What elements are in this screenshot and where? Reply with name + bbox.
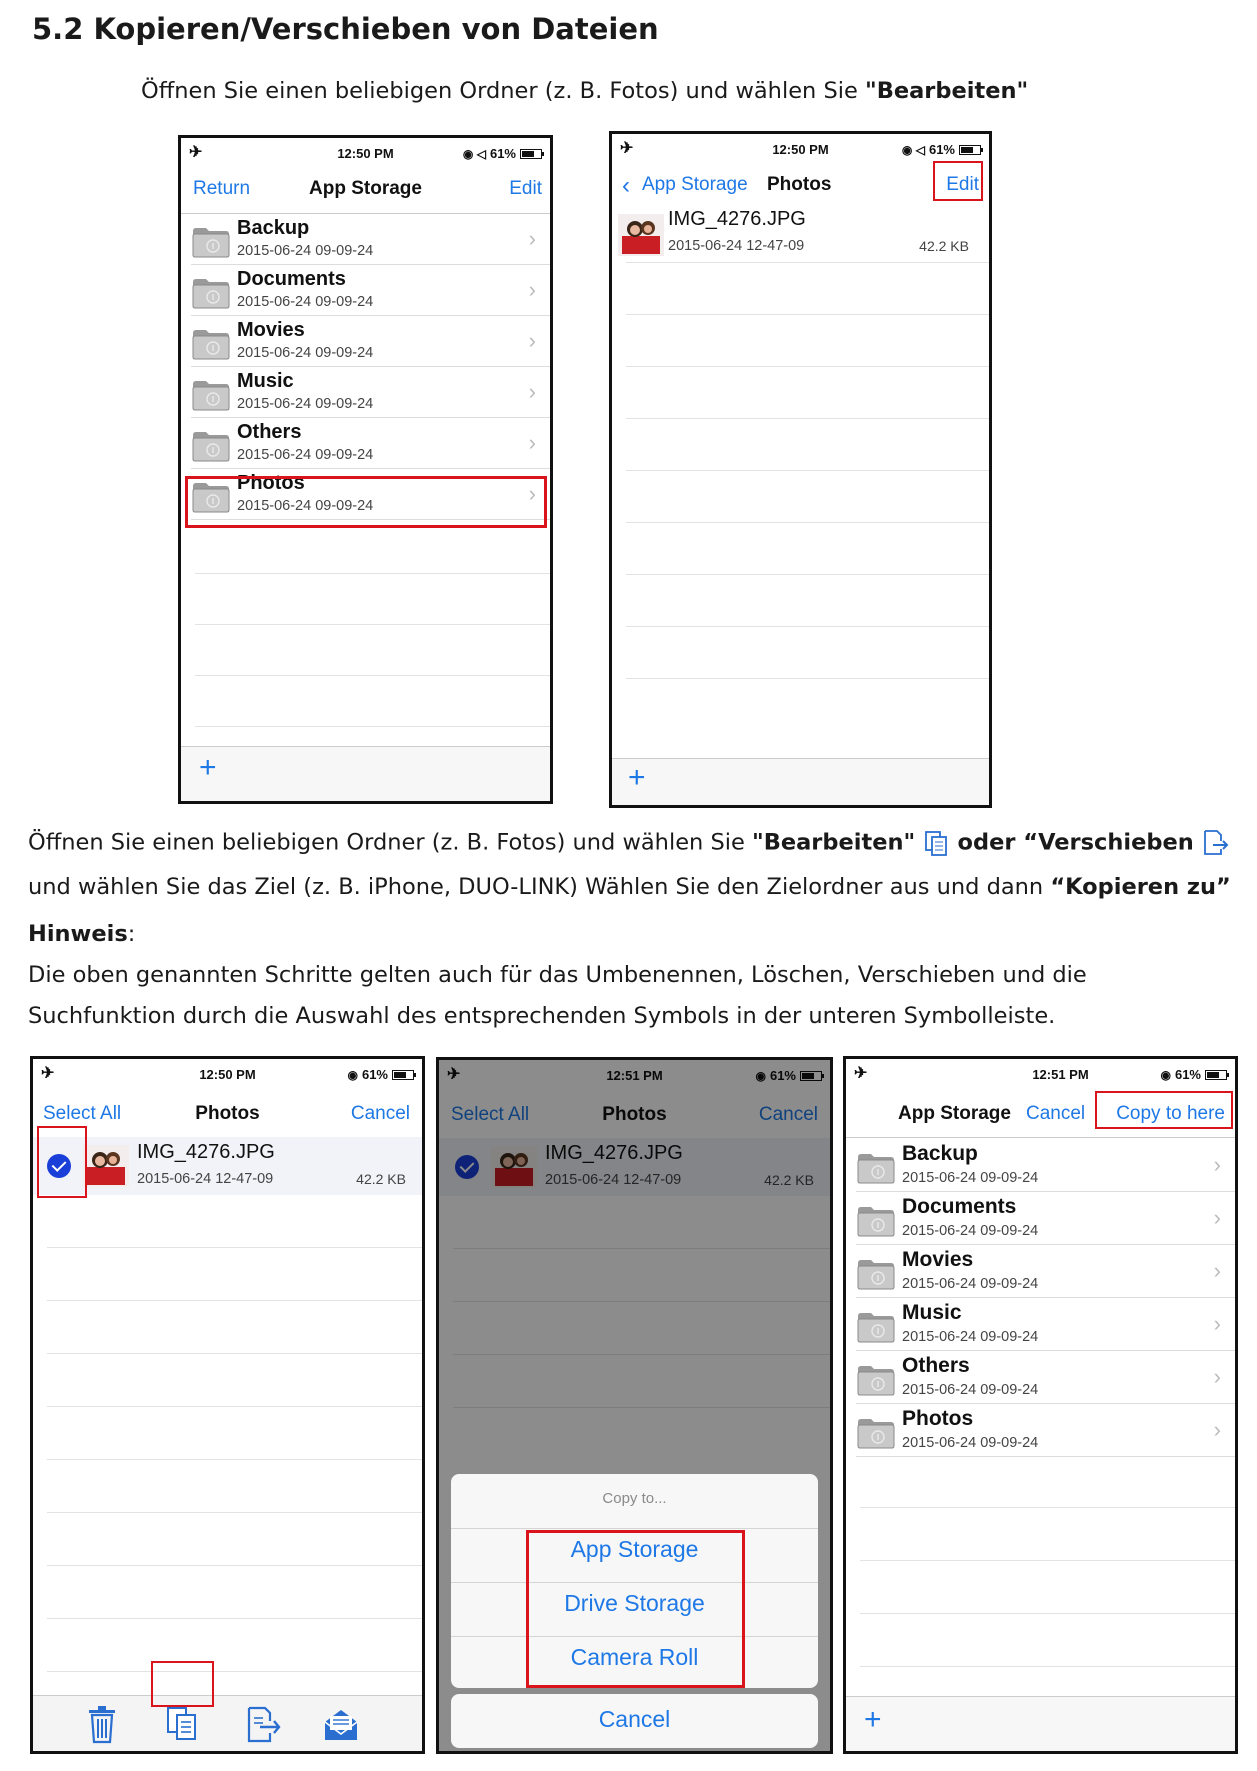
chevron-right-icon: › xyxy=(1213,1152,1221,1177)
airplane-icon: ✈ xyxy=(189,144,203,161)
folder-row-movies[interactable] xyxy=(846,1245,1235,1298)
chevron-right-icon: › xyxy=(528,277,536,302)
chevron-right-icon: › xyxy=(1213,1205,1221,1230)
file-row[interactable] xyxy=(612,206,989,262)
option-app-storage[interactable]: App Storage xyxy=(570,1536,699,1562)
folder-name: Backup xyxy=(902,1142,978,1165)
toolbar xyxy=(846,1696,1235,1751)
folder-row-music[interactable] xyxy=(181,367,550,418)
cancel-button[interactable]: Cancel xyxy=(350,1103,410,1124)
folder-date: 2015-06-24 09-09-24 xyxy=(902,1435,1039,1451)
folder-icon xyxy=(856,1310,896,1344)
return-button[interactable]: Return xyxy=(193,178,251,199)
trash-icon[interactable] xyxy=(87,1706,117,1744)
screen-photos xyxy=(609,131,992,808)
status-bar: ✈ 12:51 PM ◉ 61% xyxy=(846,1059,1235,1089)
folder-icon xyxy=(191,276,231,310)
folder-name: Backup xyxy=(237,217,310,239)
file-date: 2015-06-24 12-47-09 xyxy=(545,1172,682,1188)
folder-name: Movies xyxy=(902,1248,974,1271)
add-button[interactable]: + xyxy=(199,751,217,784)
file-date: 2015-06-24 12-47-09 xyxy=(137,1171,274,1187)
nav-title: App Storage xyxy=(898,1103,1011,1124)
cancel-button[interactable]: Cancel xyxy=(1026,1103,1086,1124)
photo-thumbnail-icon xyxy=(83,1145,129,1187)
nav-title: App Storage xyxy=(309,178,422,199)
screen-copy-to-sheet xyxy=(436,1057,833,1754)
airplane-icon: ✈ xyxy=(620,140,634,157)
file-name: IMG_4276.JPG xyxy=(545,1142,683,1164)
status-bar: ✈ 12:50 PM ◉ 61% xyxy=(33,1059,422,1089)
copy-icon[interactable] xyxy=(165,1706,199,1742)
airplane-icon: ✈ xyxy=(41,1065,55,1082)
nav-bar xyxy=(181,168,550,208)
battery-icon xyxy=(520,149,542,159)
chevron-right-icon: › xyxy=(528,226,536,251)
file-date: 2015-06-24 12-47-09 xyxy=(668,238,805,254)
folder-icon xyxy=(856,1151,896,1185)
chevron-right-icon: › xyxy=(528,379,536,404)
nav-bar xyxy=(33,1093,422,1133)
hint-label: Hinweis: xyxy=(28,921,136,947)
photo-thumbnail-icon xyxy=(618,214,664,256)
nav-title: Photos xyxy=(767,174,832,195)
file-size: 42.2 KB xyxy=(919,238,969,254)
back-chevron-icon[interactable]: ‹ xyxy=(622,172,630,199)
screen-app-storage xyxy=(178,135,553,804)
file-row-selected[interactable] xyxy=(33,1137,422,1195)
folder-icon xyxy=(856,1257,896,1291)
folder-icon xyxy=(191,327,231,361)
folder-date: 2015-06-24 09-09-24 xyxy=(237,294,374,310)
mail-icon[interactable] xyxy=(323,1708,359,1742)
hint-line-1: Die oben genannten Schritte gelten auch für das Umbenennen, Löschen, Verschieben und die xyxy=(28,962,1087,988)
folder-date: 2015-06-24 09-09-24 xyxy=(237,396,374,412)
move-icon xyxy=(1201,829,1229,857)
folder-icon xyxy=(191,429,231,463)
status-bar: ✈ 12:50 PM ◉ ◁ 61% xyxy=(181,138,550,168)
nav-title: Photos xyxy=(195,1103,260,1124)
folder-date: 2015-06-24 09-09-24 xyxy=(902,1329,1039,1345)
folder-icon xyxy=(191,225,231,259)
toolbar xyxy=(181,746,550,801)
add-button[interactable]: + xyxy=(628,761,646,794)
checkbox-highlight xyxy=(37,1126,87,1198)
folder-date: 2015-06-24 09-09-24 xyxy=(902,1276,1039,1292)
chevron-right-icon: › xyxy=(528,481,536,506)
copy-to-here-button[interactable]: Copy to here xyxy=(1116,1103,1225,1124)
select-all-button[interactable]: Select All xyxy=(451,1104,530,1125)
folder-name: Documents xyxy=(902,1195,1017,1218)
file-size: 42.2 KB xyxy=(764,1172,814,1188)
folder-row-others[interactable] xyxy=(846,1351,1235,1404)
folder-row-others[interactable] xyxy=(181,418,550,469)
folder-date: 2015-06-24 09-09-24 xyxy=(237,243,374,259)
status-bar: ✈ 12:51 PM ◉ 61% xyxy=(439,1060,830,1090)
option-camera-roll[interactable]: Camera Roll xyxy=(570,1644,699,1670)
folder-name: Photos xyxy=(902,1407,974,1430)
cancel-button[interactable]: Cancel xyxy=(758,1104,818,1125)
folder-row-backup[interactable] xyxy=(181,214,550,265)
nav-title: Photos xyxy=(602,1104,667,1125)
move-icon[interactable] xyxy=(245,1706,281,1744)
option-drive-storage[interactable]: Drive Storage xyxy=(564,1590,705,1616)
chevron-right-icon: › xyxy=(1213,1311,1221,1336)
copy-button-highlight xyxy=(151,1661,214,1707)
chevron-right-icon: › xyxy=(1213,1258,1221,1283)
section-heading: 5.2 Kopieren/Verschieben von Dateien xyxy=(32,12,659,46)
edit-button[interactable]: Edit xyxy=(946,174,979,195)
chevron-right-icon: › xyxy=(1213,1364,1221,1389)
battery-icon xyxy=(392,1070,414,1080)
folder-date: 2015-06-24 09-09-24 xyxy=(237,498,374,514)
folder-icon xyxy=(856,1204,896,1238)
file-name: IMG_4276.JPG xyxy=(668,208,806,230)
hint-line-2: Suchfunktion durch die Auswahl des entsprechenden Symbols in der unteren Symbolleiste. xyxy=(28,1003,1056,1029)
instruction-line-2: und wählen Sie das Ziel (z. B. iPhone, DUO-LINK) Wählen Sie den Zielordner aus und dann “Kopieren zu” xyxy=(28,874,1231,900)
chevron-right-icon: › xyxy=(1213,1417,1221,1442)
folder-name: Photos xyxy=(237,472,305,494)
options-highlight xyxy=(526,1530,745,1688)
folder-row-photos[interactable] xyxy=(846,1404,1235,1457)
edit-highlight xyxy=(933,161,983,201)
folder-date: 2015-06-24 09-09-24 xyxy=(237,345,374,361)
battery-icon xyxy=(959,145,981,155)
airplane-icon: ✈ xyxy=(854,1065,868,1082)
folder-name: Others xyxy=(237,421,302,443)
instruction-line-1: Öffnen Sie einen beliebigen Ordner (z. B. Fotos) und wählen Sie "Bearbeiten" oder “Verschieben xyxy=(28,829,1229,857)
sheet-cancel-button[interactable]: Cancel xyxy=(598,1706,671,1732)
edit-button[interactable]: Edit xyxy=(509,178,542,199)
add-button[interactable]: + xyxy=(864,1703,882,1736)
photos-highlight xyxy=(185,476,547,528)
folder-row-backup[interactable] xyxy=(846,1139,1235,1192)
file-name: IMG_4276.JPG xyxy=(137,1141,275,1163)
folder-row-documents[interactable] xyxy=(181,265,550,316)
sheet-cancel xyxy=(451,1694,818,1748)
chevron-right-icon: › xyxy=(528,430,536,455)
select-all-button[interactable]: Select All xyxy=(43,1103,122,1124)
folder-row-movies[interactable] xyxy=(181,316,550,367)
folder-name: Music xyxy=(902,1301,962,1324)
screen-destination xyxy=(843,1056,1238,1754)
chevron-right-icon: › xyxy=(528,328,536,353)
battery-icon xyxy=(1205,1070,1227,1080)
sheet-caption: Copy to... xyxy=(602,1490,667,1507)
copy-icon xyxy=(922,829,950,857)
folder-row-music[interactable] xyxy=(846,1298,1235,1351)
copy-to-here-highlight xyxy=(1095,1091,1233,1129)
folder-name: Others xyxy=(902,1354,970,1377)
folder-icon xyxy=(856,1363,896,1397)
folder-date: 2015-06-24 09-09-24 xyxy=(237,447,374,463)
intro-text: Öffnen Sie einen beliebigen Ordner (z. B. Fotos) und wählen Sie "Bearbeiten" xyxy=(141,78,1029,104)
folder-icon xyxy=(856,1416,896,1450)
folder-name: Movies xyxy=(237,319,305,341)
back-button[interactable]: App Storage xyxy=(642,174,748,195)
status-bar: ✈ 12:50 PM ◉ ◁ 61% xyxy=(612,134,989,164)
folder-icon xyxy=(191,378,231,412)
folder-date: 2015-06-24 09-09-24 xyxy=(902,1382,1039,1398)
folder-row-documents[interactable] xyxy=(846,1192,1235,1245)
folder-name: Music xyxy=(237,370,294,392)
bottom-toolbar xyxy=(33,1695,422,1751)
file-size: 42.2 KB xyxy=(356,1171,406,1187)
screen-select-mode xyxy=(30,1056,425,1754)
folder-date: 2015-06-24 09-09-24 xyxy=(902,1223,1039,1239)
folder-name: Documents xyxy=(237,268,346,290)
airplane-icon: ✈ xyxy=(447,1066,461,1083)
folder-date: 2015-06-24 09-09-24 xyxy=(902,1170,1039,1186)
toolbar xyxy=(612,758,989,805)
